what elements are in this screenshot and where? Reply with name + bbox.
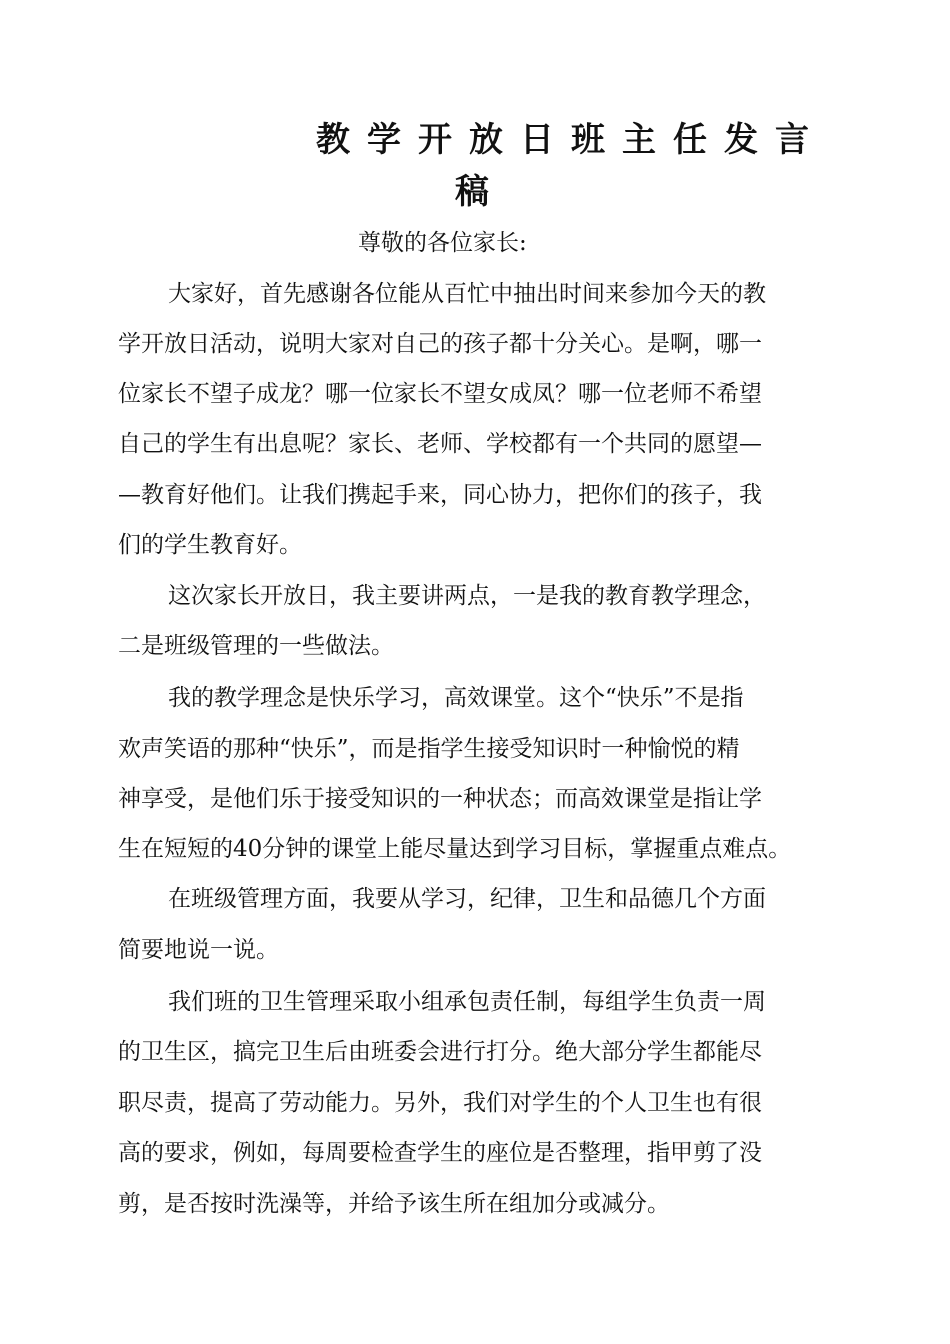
- text-line: 这次家长开放日，我主要讲两点，一是我的教育教学理念，: [168, 583, 766, 609]
- text-line: 生在短短的40分钟的课堂上能尽量达到学习目标，掌握重点难点。: [118, 836, 792, 862]
- text-line: 剪，是否按时洗澡等，并给予该生所在组加分或减分。: [118, 1191, 670, 1217]
- document-title-continued: 稿: [455, 172, 489, 212]
- text-line: 二是班级管理的一些做法。: [118, 633, 394, 659]
- text-line: 简要地说一说。: [118, 937, 279, 963]
- text-line: 学开放日活动，说明大家对自己的孩子都十分关心。是啊，哪一: [118, 331, 762, 357]
- salutation: 尊敬的各位家长:: [358, 230, 527, 256]
- document-title: 教学开放日班主任发言: [316, 120, 826, 160]
- text-line: 大家好，首先感谢各位能从百忙中抽出时间来参加今天的教: [168, 281, 766, 307]
- text-line: 高的要求，例如，每周要检查学生的座位是否整理，指甲剪了没: [118, 1140, 762, 1166]
- text-line: 我们班的卫生管理采取小组承包责任制，每组学生负责一周: [168, 989, 766, 1015]
- text-line: 自己的学生有出息呢？家长、老师、学校都有一个共同的愿望—: [118, 431, 762, 457]
- text-line: 的卫生区，搞完卫生后由班委会进行打分。绝大部分学生都能尽: [118, 1039, 762, 1065]
- text-line: 职尽责，提高了劳动能力。另外，我们对学生的个人卫生也有很: [118, 1090, 762, 1116]
- text-line: 在班级管理方面，我要从学习，纪律，卫生和品德几个方面: [168, 886, 766, 912]
- text-line: 神享受，是他们乐于接受知识的一种状态；而高效课堂是指让学: [118, 786, 762, 812]
- text-line: 们的学生教育好。: [118, 532, 302, 558]
- text-line: 欢声笑语的那种“快乐”，而是指学生接受知识时一种愉悦的精: [118, 736, 740, 762]
- text-line: 我的教学理念是快乐学习，高效课堂。这个“快乐”不是指: [168, 685, 744, 711]
- text-line: 位家长不望子成龙？哪一位家长不望女成凤？哪一位老师不希望: [118, 381, 762, 407]
- text-line: —教育好他们。让我们携起手来，同心协力，把你们的孩子，我: [118, 482, 762, 508]
